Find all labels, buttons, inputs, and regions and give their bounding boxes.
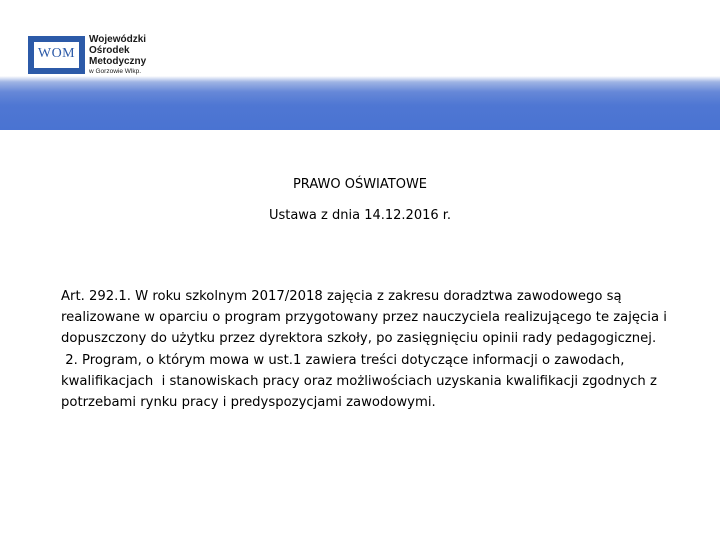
logo-line-3: Metodyczny — [89, 56, 147, 67]
logo-emblem — [28, 36, 85, 74]
paragraph-1: Art. 292.1. W roku szkolnym 2017/2018 zajęcia z zakresu doradztwa zawodowego są realizowane w oparciu o program przygotowany przez nauczyciela realizującego te zajęcia i dopuszczony do użytku przez dyrektora szkoły, po zasięgnięciu opinii rady pedagogicznej. — [61, 289, 667, 347]
paragraph-2: 2. Program, o którym mowa w ust.1 zawiera treści dotyczące informacji o zawodach, kwalifikacjach i stanowiskach pracy oraz możliwościach uzyskania kwalifikacji zgodnych z potrzebami rynku pracy i predyspozycjami zawodowymi. — [61, 352, 662, 411]
logo-line-2: Ośrodek — [89, 45, 130, 56]
logo-text — [89, 34, 146, 76]
logo-line-1: Wojewódzki — [89, 34, 147, 45]
logo-emblem-inner — [34, 42, 79, 68]
logo-mark: WOM — [37, 46, 76, 61]
document-subheading: Ustawa z dnia 14.12.2016 r. — [268, 208, 452, 223]
logo-subline: w Gorzowie Wlkp. — [89, 68, 142, 75]
document-body — [61, 286, 691, 413]
wom-logo — [28, 33, 163, 79]
document-heading: PRAWO OŚWIATOWE — [292, 177, 428, 192]
